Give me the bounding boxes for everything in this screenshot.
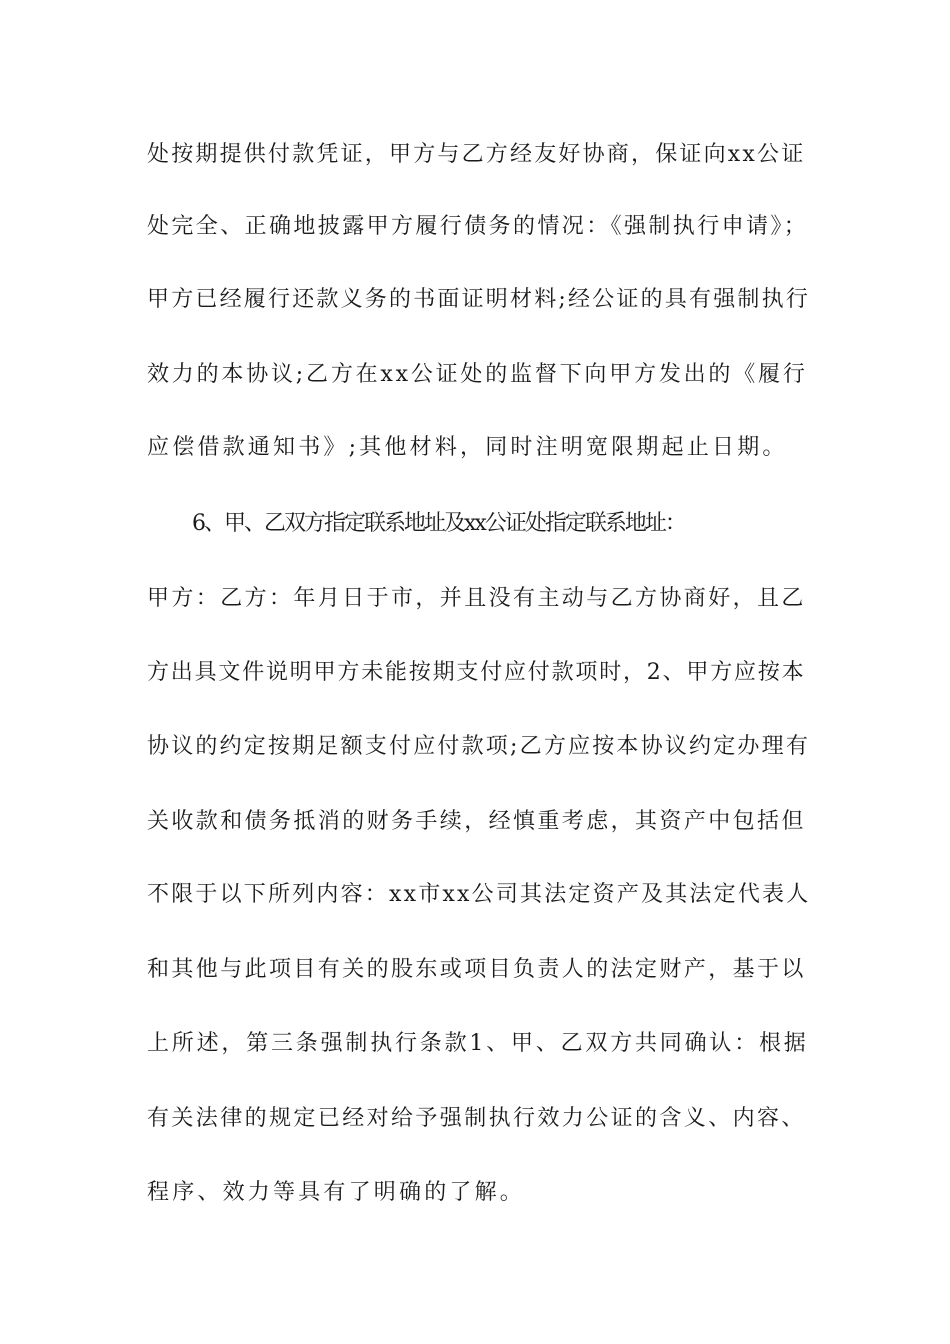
text-line: 效力的本协议;乙方在xx公证处的监督下向甲方发出的《履行	[147, 362, 808, 387]
text-line: 关收款和债务抵消的财务手续，经慎重考虑，其资产中包括但	[147, 809, 806, 834]
text-line: 协议的约定按期足额支付应付款项;乙方应按本协议约定办理有	[147, 734, 811, 759]
text-line: 和其他与此项目有关的股东或项目负责人的法定财产，基于以	[147, 957, 806, 982]
text-line: 甲方已经履行还款义务的书面证明材料;经公证的具有强制执行	[147, 287, 811, 312]
text-line: 不限于以下所列内容：xx市xx公司其法定资产及其法定代表人	[147, 882, 811, 907]
text-line: 甲方：乙方：年月日于市，并且没有主动与乙方协商好，且乙	[147, 586, 806, 611]
text-line: 上所述，第三条强制执行条款1、甲、乙双方共同确认：根据	[147, 1031, 809, 1056]
text-line: 应偿借款通知书》;其他材料，同时注明宽限期起止日期。	[147, 435, 788, 460]
text-line: 程序、效力等具有了明确的了解。	[147, 1180, 526, 1205]
text-line: 有关法律的规定已经对给予强制执行效力公证的含义、内容、	[147, 1106, 806, 1131]
paragraph-start-line: 6、甲、乙双方指定联系地址及xx公证处指定联系地址：	[192, 511, 685, 536]
text-line: 处按期提供付款凭证，甲方与乙方经友好协商，保证向xx公证	[147, 142, 806, 167]
text-line: 方出具文件说明甲方未能按期支付应付款项时，2、甲方应按本	[147, 660, 806, 685]
text-line: 处完全、正确地披露甲方履行债务的情况：《强制执行申请》；	[147, 214, 809, 239]
